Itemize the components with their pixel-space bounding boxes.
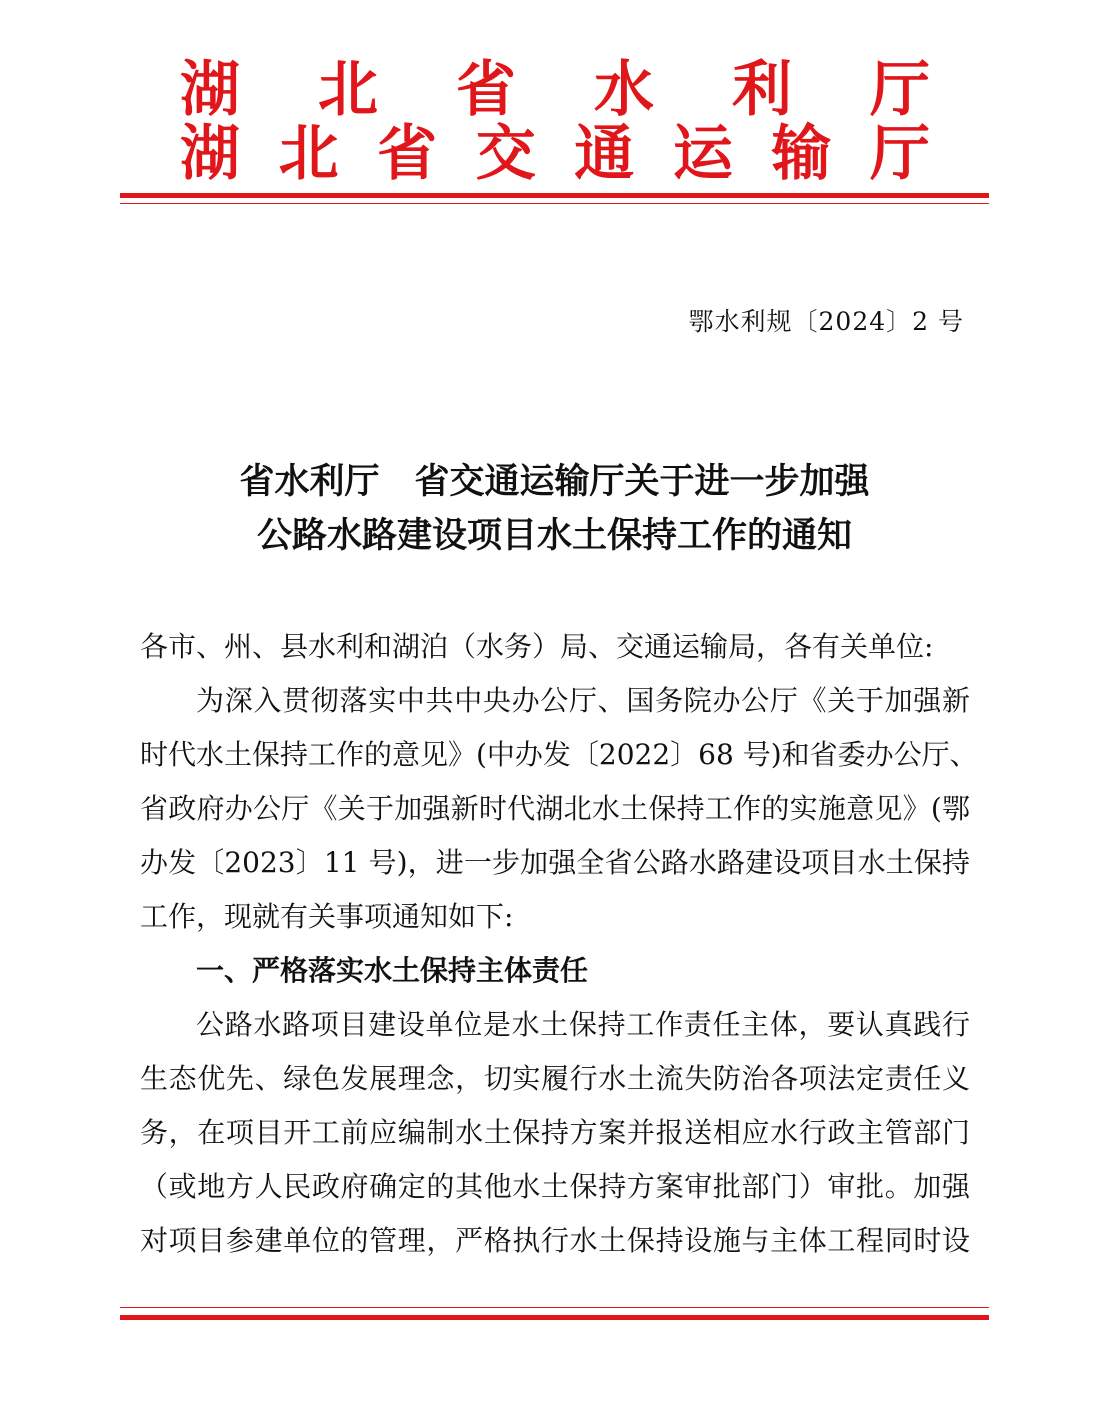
paragraph-line: 时代水土保持工作的意见》(中办发〔2022〕68 号)和省委办公厅、 xyxy=(140,738,978,771)
paragraph-line: 公路水路项目建设单位是水土保持工作责任主体，要认真践行 xyxy=(196,1008,970,1041)
issuer-char: 水 xyxy=(594,55,654,125)
issuer-char: 省 xyxy=(456,55,516,125)
paragraph-line: 生态优先、绿色发展理念，切实履行水土流失防治各项法定责任义 xyxy=(140,1062,970,1095)
issuer-char: 北 xyxy=(278,119,339,189)
paragraph-line: 工作，现就有关事项通知如下: xyxy=(140,900,514,933)
issuer-char: 运 xyxy=(672,119,733,189)
paragraph-line: 办发〔2023〕11 号)，进一步加强全省公路水路建设项目水土保持 xyxy=(140,846,970,879)
paragraph-line: 为深入贯彻落实中共中央办公厅、国务院办公厅《关于加强新 xyxy=(196,684,970,717)
document-number: 鄂水利规〔2024〕2 号 xyxy=(688,307,964,336)
issuer-char: 输 xyxy=(771,119,832,189)
footer-divider-thin xyxy=(120,1307,989,1308)
section-heading: 一、严格落实水土保持主体责任 xyxy=(196,954,589,987)
document-body xyxy=(140,620,978,1268)
paragraph-line: 省政府办公厅《关于加强新时代湖北水土保持工作的实施意见》(鄂 xyxy=(140,792,970,825)
issuer-char: 利 xyxy=(732,55,792,125)
issuer-char: 通 xyxy=(574,119,635,189)
issuer-name-transport xyxy=(180,119,930,189)
header-divider-thick xyxy=(120,193,989,198)
document-title-line-1: 省水利厅 省交通运输厅关于进一步加强 xyxy=(239,461,870,502)
issuer-char: 交 xyxy=(475,119,536,189)
header-divider-thin xyxy=(120,203,989,204)
addressee-line: 各市、州、县水利和湖泊（水务）局、交通运输局，各有关单位: xyxy=(140,630,934,663)
paragraph-line: （或地方人民政府确定的其他水土保持方案审批部门）审批。加强 xyxy=(140,1170,970,1203)
issuer-char: 厅 xyxy=(869,119,930,189)
issuer-char: 湖 xyxy=(180,119,240,189)
paragraph-line: 对项目参建单位的管理，严格执行水土保持设施与主体工程同时设 xyxy=(140,1224,970,1257)
footer-divider-thick xyxy=(120,1315,989,1320)
issuer-char: 北 xyxy=(318,55,378,125)
issuer-char: 厅 xyxy=(870,55,930,125)
issuer-char: 省 xyxy=(377,119,438,189)
paragraph-line: 务，在项目开工前应编制水土保持方案并报送相应水行政主管部门 xyxy=(140,1116,970,1149)
issuer-name-water-resources xyxy=(180,55,930,125)
issuer-char: 湖 xyxy=(180,55,240,125)
document-title-line-2: 公路水路建设项目水土保持工作的通知 xyxy=(256,515,852,556)
